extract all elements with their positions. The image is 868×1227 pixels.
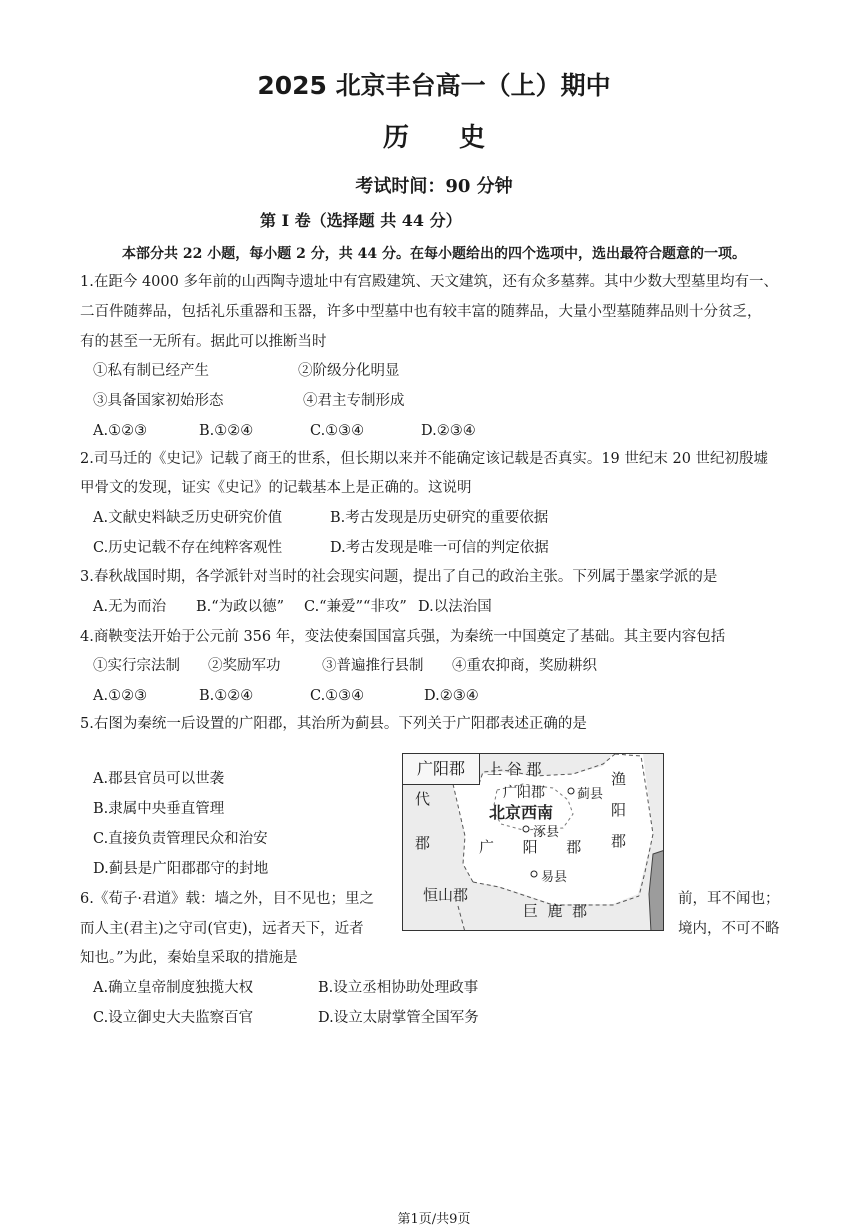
- q1-stem-line2: 二百件随葬品，包括礼乐重器和玉器，许多中型墓中也有较丰富的随葬品，大量小型墓随葬品则十分贫乏，: [80, 304, 762, 320]
- q5-option-a[interactable]: A.郡县官员可以世袭: [93, 771, 225, 787]
- q4-option-d[interactable]: D.②③④: [424, 688, 479, 704]
- q1-statement-3: ③具备国家初始形态: [93, 393, 224, 409]
- q2-option-c[interactable]: C.历史记载不存在纯粹客观性: [93, 540, 283, 556]
- instructions: 本部分共 22 小题，每小题 2 分，共 44 分。在每小题给出的四个选项中，选出最符合题意的一项。: [122, 246, 746, 262]
- q6-stem-line1b: 前，耳不闻也；: [678, 891, 780, 907]
- exam-title: 2025 北京丰台高一（上）期中: [257, 71, 611, 100]
- q3-option-a[interactable]: A.无为而治: [93, 599, 167, 615]
- q1-option-b[interactable]: B.①②④: [199, 423, 254, 439]
- q3-option-b[interactable]: B.“为政以德”: [196, 599, 285, 615]
- map-label-yuyang: 渔 阳 郡: [611, 770, 627, 850]
- subject-title: 历史: [382, 123, 535, 153]
- q2-stem-line2: 甲骨文的发现，证实《史记》的记载基本上是正确的。这说明: [80, 480, 472, 496]
- q6-stem-line3: 知也。”为此，秦始皇采取的措施是: [80, 950, 298, 966]
- q2-stem-line1: 2.司马迁的《史记》记载了商王的世系，但长期以来并不能确定该记载是否真实。19 世纪末 20 世纪初殷墟: [80, 451, 769, 467]
- q1-statement-1: ①私有制已经产生: [93, 363, 209, 379]
- q3-option-c[interactable]: C.“兼爱”“非攻”: [304, 599, 407, 615]
- q2-option-a[interactable]: A.文献史料缺乏历史研究价值: [93, 510, 283, 526]
- zhuo-county-marker: [523, 826, 529, 832]
- q4-option-a[interactable]: A.①②③: [93, 688, 148, 704]
- q2-option-d[interactable]: D.考古发现是唯一可信的判定依据: [330, 540, 549, 556]
- q6-option-b[interactable]: B.设立丞相协助处理政事: [318, 980, 479, 996]
- q4-statement-2: ②奖励军功: [208, 658, 281, 674]
- q1-stem-line1: 1.在距今 4000 多年前的山西陶寺遗址中有宫殿建筑、天文建筑，还有众多墓葬。其中少数大型墓里均有一、: [80, 274, 778, 290]
- q4-option-b[interactable]: B.①②④: [199, 688, 254, 704]
- map-title: 广阳郡: [403, 754, 480, 785]
- exam-time: 考试时间：90 分钟: [355, 176, 513, 197]
- q6-stem-line2a: 而人主(君主)之守司(官吏)，远者天下，近者: [80, 921, 364, 937]
- q5-stem-line1: 5.右图为秦统一后设置的广阳郡，其治所为蓟县。下列关于广阳郡表述正确的是: [80, 716, 587, 732]
- map-label-guangyang-commandery: 广 阳 郡: [479, 838, 582, 856]
- map-label-beijing-sw: 北京西南: [489, 803, 554, 822]
- q2-option-b[interactable]: B.考古发现是历史研究的重要依据: [330, 510, 549, 526]
- map-label-ji: 蓟县: [577, 787, 604, 802]
- map-label-yi: 易县: [541, 870, 568, 885]
- q4-stem-line1: 4.商鞅变法开始于公元前 356 年，变法使秦国国富兵强，为秦统一中国奠定了基础。其主要内容包括: [80, 629, 726, 645]
- q1-option-d[interactable]: D.②③④: [421, 423, 476, 439]
- q4-statement-4: ④重农抑商，奖励耕织: [452, 658, 597, 674]
- q4-statement-1: ①实行宗法制: [93, 658, 180, 674]
- map-label-zhuo: 涿县: [533, 825, 560, 840]
- q5-option-b[interactable]: B.隶属中央垂直管理: [93, 801, 225, 817]
- q3-stem-line1: 3.春秋战国时期，各学派针对当时的社会现实问题，提出了自己的政治主张。下列属于墨家学派的是: [80, 569, 718, 585]
- q1-option-a[interactable]: A.①②③: [93, 423, 148, 439]
- q1-statement-2: ②阶级分化明显: [298, 363, 400, 379]
- q6-option-a[interactable]: A.确立皇帝制度独揽大权: [93, 980, 254, 996]
- q4-statement-3: ③普遍推行县制: [322, 658, 424, 674]
- map-label-hengshan: 恒山郡: [423, 886, 469, 904]
- section-heading: 第 I 卷（选择题 共 44 分）: [260, 211, 462, 230]
- q6-stem-line2b: 境内，不可不略: [678, 921, 780, 937]
- q1-stem-line3: 有的甚至一无所有。据此可以推断当时: [80, 334, 327, 350]
- q1-option-c[interactable]: C.①③④: [310, 423, 365, 439]
- ji-county-marker: [568, 788, 574, 794]
- q3-option-d[interactable]: D.以法治国: [418, 599, 492, 615]
- q5-option-d[interactable]: D.蓟县是广阳郡郡守的封地: [93, 861, 269, 877]
- page-number: 第1页/共9页: [397, 1212, 471, 1227]
- q1-statement-4: ④君主专制形成: [303, 393, 405, 409]
- q6-option-d[interactable]: D.设立太尉掌管全国军务: [318, 1010, 479, 1026]
- map-label-julu: 巨 鹿 郡: [523, 902, 588, 920]
- q4-option-c[interactable]: C.①③④: [310, 688, 365, 704]
- q5-option-c[interactable]: C.直接负责管理民众和治安: [93, 831, 268, 847]
- map-label-shanggu: 上 谷 郡: [487, 760, 542, 778]
- q6-stem-line1a: 6.《荀子·君道》载：墙之外，目不见也；里之: [80, 891, 374, 907]
- guangyang-map-figure: [402, 753, 664, 931]
- map-label-dai: 代 郡: [415, 790, 431, 852]
- map-label-guangyang-seat: 广阳郡: [503, 785, 545, 801]
- q6-option-c[interactable]: C.设立御史大夫监察百官: [93, 1010, 254, 1026]
- yi-county-marker: [531, 871, 537, 877]
